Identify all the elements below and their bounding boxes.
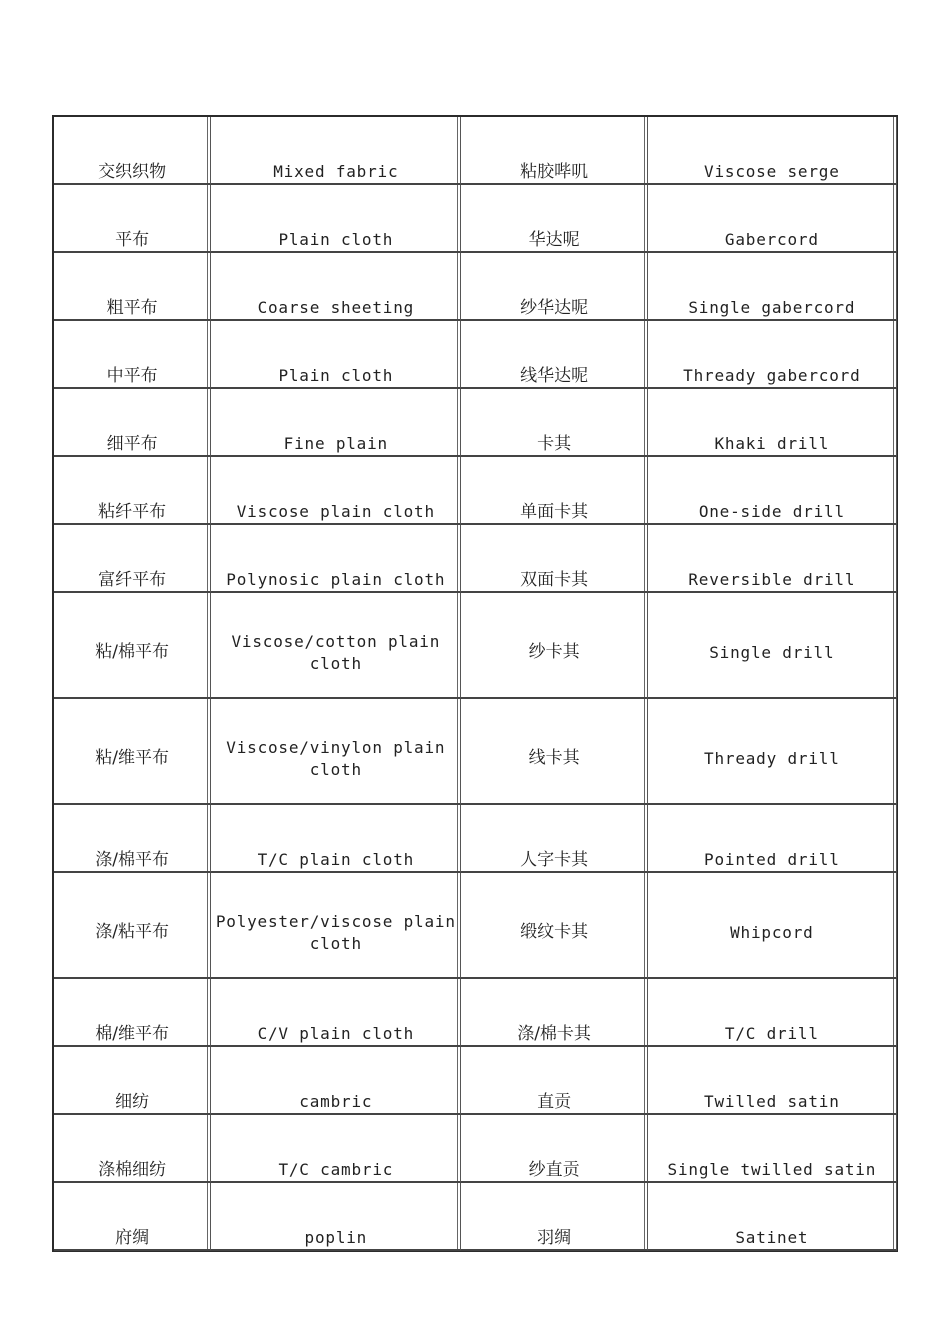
chinese-term-cell: 府绸 [54, 1183, 211, 1251]
english-term-cell: Fine plain [211, 389, 461, 457]
chinese-term-cell: 线华达呢 [461, 321, 647, 389]
chinese-term-cell: 双面卡其 [461, 525, 647, 593]
english-term-cell: Viscose/vinylon plain cloth [211, 699, 461, 805]
chinese-term-cell: 涤棉细纺 [54, 1115, 211, 1183]
chinese-term-cell: 卡其 [461, 389, 647, 457]
chinese-term-cell: 单面卡其 [461, 457, 647, 525]
chinese-term-cell: 粘/棉平布 [54, 593, 211, 699]
english-term-cell: Single twilled satin [648, 1115, 897, 1183]
chinese-term-cell: 粘胶哔叽 [461, 117, 647, 185]
english-term-cell: Coarse sheeting [211, 253, 461, 321]
english-term-cell: Gabercord [648, 185, 897, 253]
english-term-cell: Plain cloth [211, 185, 461, 253]
english-term-cell: Single gabercord [648, 253, 897, 321]
chinese-term-cell: 涤/棉卡其 [461, 979, 647, 1047]
table-row [54, 593, 897, 699]
chinese-term-cell: 粗平布 [54, 253, 211, 321]
chinese-term-cell: 缎纹卡其 [461, 873, 647, 979]
table-row [54, 525, 897, 593]
table-row [54, 253, 897, 321]
table-row [54, 321, 897, 389]
english-term-cell: Plain cloth [211, 321, 461, 389]
chinese-term-cell: 中平布 [54, 321, 211, 389]
chinese-term-cell: 细纺 [54, 1047, 211, 1115]
english-term-cell: T/C drill [648, 979, 897, 1047]
chinese-term-cell: 直贡 [461, 1047, 647, 1115]
english-term-cell: C/V plain cloth [211, 979, 461, 1047]
chinese-term-cell: 细平布 [54, 389, 211, 457]
fabric-glossary-table [52, 115, 898, 1252]
table-row [54, 117, 897, 185]
english-term-cell: Viscose plain cloth [211, 457, 461, 525]
english-term-cell: One-side drill [648, 457, 897, 525]
chinese-term-cell: 人字卡其 [461, 805, 647, 873]
chinese-term-cell: 平布 [54, 185, 211, 253]
chinese-term-cell: 涤/粘平布 [54, 873, 211, 979]
english-term-cell: Satinet [648, 1183, 897, 1251]
table-row [54, 1047, 897, 1115]
glossary-body [54, 117, 897, 1251]
english-term-cell: Pointed drill [648, 805, 897, 873]
english-term-cell: Thready gabercord [648, 321, 897, 389]
chinese-term-cell: 华达呢 [461, 185, 647, 253]
table-row [54, 805, 897, 873]
chinese-term-cell: 羽绸 [461, 1183, 647, 1251]
table-row [54, 1183, 897, 1251]
english-term-cell: T/C cambric [211, 1115, 461, 1183]
table-row [54, 185, 897, 253]
chinese-term-cell: 纱卡其 [461, 593, 647, 699]
english-term-cell: poplin [211, 1183, 461, 1251]
english-term-cell: T/C plain cloth [211, 805, 461, 873]
chinese-term-cell: 交织织物 [54, 117, 211, 185]
chinese-term-cell: 线卡其 [461, 699, 647, 805]
english-term-cell: Mixed fabric [211, 117, 461, 185]
table-row [54, 457, 897, 525]
chinese-term-cell: 涤/棉平布 [54, 805, 211, 873]
english-term-cell: Polyester/viscose plain cloth [211, 873, 461, 979]
english-term-cell: Viscose/cotton plain cloth [211, 593, 461, 699]
english-term-cell: Twilled satin [648, 1047, 897, 1115]
table-row [54, 389, 897, 457]
english-term-cell: Reversible drill [648, 525, 897, 593]
chinese-term-cell: 粘纤平布 [54, 457, 211, 525]
chinese-term-cell: 纱华达呢 [461, 253, 647, 321]
english-term-cell: Viscose serge [648, 117, 897, 185]
table-row [54, 873, 897, 979]
english-term-cell: Thready drill [648, 699, 897, 805]
english-term-cell: cambric [211, 1047, 461, 1115]
english-term-cell: Whipcord [648, 873, 897, 979]
english-term-cell: Khaki drill [648, 389, 897, 457]
english-term-cell: Single drill [648, 593, 897, 699]
chinese-term-cell: 纱直贡 [461, 1115, 647, 1183]
table-row [54, 699, 897, 805]
chinese-term-cell: 富纤平布 [54, 525, 211, 593]
english-term-cell: Polynosic plain cloth [211, 525, 461, 593]
table-row [54, 979, 897, 1047]
table-row [54, 1115, 897, 1183]
chinese-term-cell: 棉/维平布 [54, 979, 211, 1047]
chinese-term-cell: 粘/维平布 [54, 699, 211, 805]
